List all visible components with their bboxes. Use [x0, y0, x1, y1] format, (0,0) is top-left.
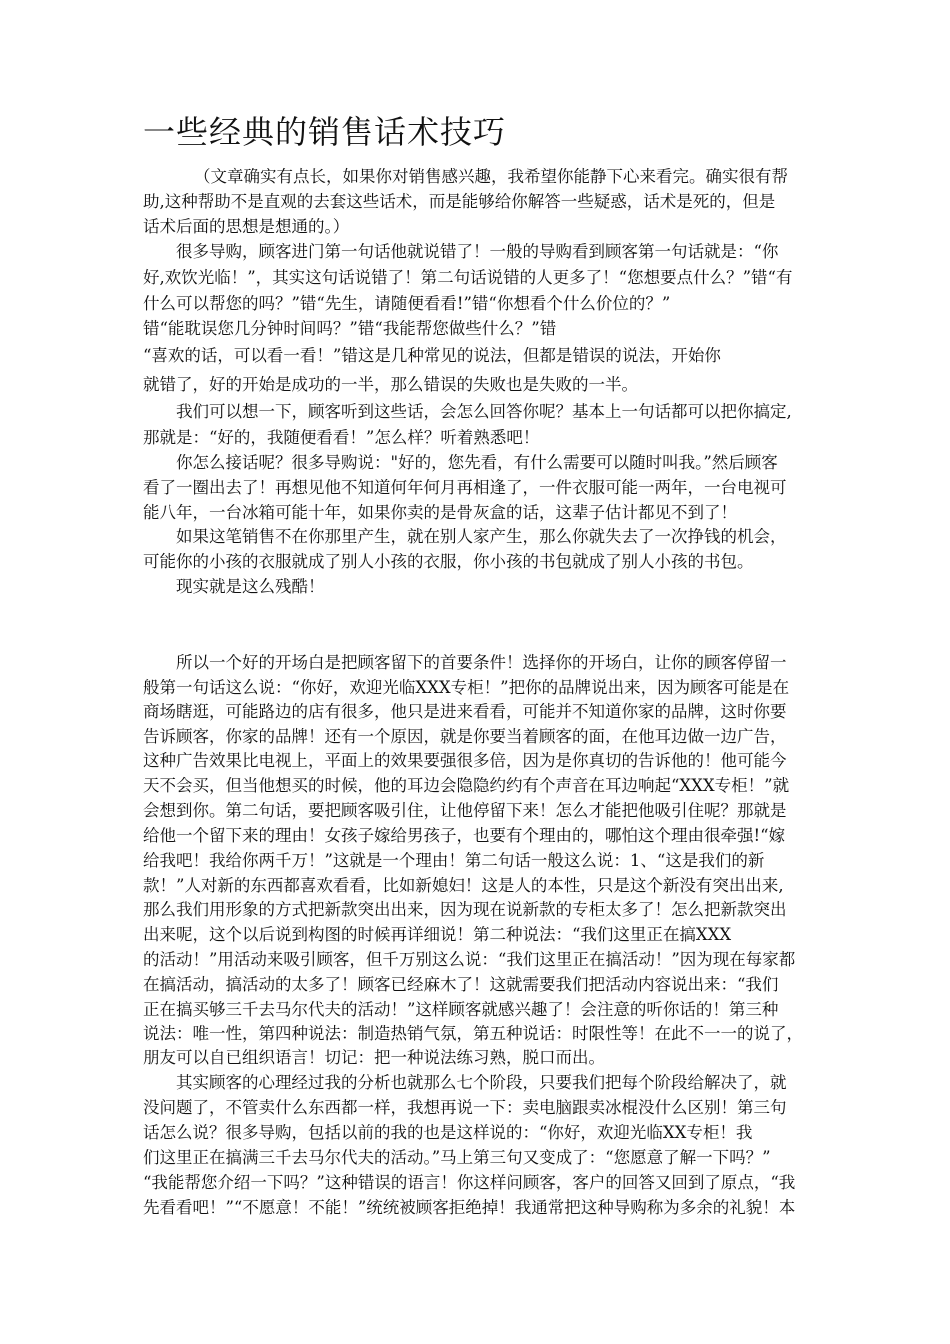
paragraph-line: 错“能耽误您几分钟时间吗？”错“我能帮您做些什么？”错	[143, 319, 557, 338]
paragraph-line: 天不会买，但当他想买的时候，他的耳边会隐隐约约有个声音在耳边响起“XXX专柜！”就	[143, 776, 790, 795]
paragraph-line: 助,这种帮助不是直观的去套这些话术，而是能够给你解答一些疑惑，话术是死的，但是	[143, 192, 776, 211]
paragraph-line: 你怎么接话呢？很多导购说："好的，您先看，有什么需要可以随时叫我。”然后顾客	[176, 453, 778, 472]
paragraph-line: 所以一个好的开场白是把顾客留下的首要条件！选择你的开场白，让你的顾客停留一	[176, 653, 787, 672]
paragraph-line: 那就是：“好的，我随便看看！”怎么样？听着熟悉吧！	[143, 428, 540, 447]
paragraph-line: 商场瞎逛，可能路边的店有很多，他只是进来看看，可能并不知道你家的品牌，这时你要	[143, 702, 787, 721]
paragraph-line: 能八年，一台冰箱可能十年，如果你卖的是骨灰盒的话，这辈子估计都见不到了！	[143, 503, 737, 522]
paragraph-line: 看了一圈出去了！再想见他不知道何年何月再相逢了，一件衣服可能一两年，一台电视可	[143, 478, 787, 497]
paragraph-line: 在搞活动，搞活动的太多了！顾客已经麻木了！这就需要我们把活动内容说出来：“我们	[143, 975, 779, 994]
paragraph-line: 正在搞买够三千去马尔代夫的活动！”这样顾客就感兴趣了！会注意的听你话的！第三种	[143, 1000, 779, 1019]
paragraph-line: 没问题了，不管卖什么东西都一样，我想再说一下：卖电脑跟卖冰棍没什么区别！第三句	[143, 1098, 787, 1117]
paragraph-line: 其实顾客的心理经过我的分析也就那么七个阶段，只要我们把每个阶段给解决了，就	[176, 1073, 787, 1092]
document-title: 一些经典的销售话术技巧	[143, 113, 507, 151]
paragraph-line: 就错了，好的开始是成功的一半，那么错误的失败也是失败的一半。	[143, 375, 638, 394]
paragraph-line: （文章确实有点长，如果你对销售感兴趣，我希望你能静下心来看完。确实很有帮	[194, 167, 788, 186]
paragraph-line: 出来呢，这个以后说到构图的时候再详细说！第二种说法：“我们这里正在搞XXX	[143, 925, 732, 944]
paragraph-line: 如果这笔销售不在你那里产生，就在别人家产生，那么你就失去了一次挣钱的机会，	[176, 527, 787, 546]
paragraph-line: 给他一个留下来的理由！女孩子嫁给男孩子，也要有个理由的，哪怕这个理由很牵强!“嫁	[143, 826, 786, 845]
paragraph-line: 朋友可以自已组织语言！切记：把一种说法练习熟，脱口而出。	[143, 1048, 605, 1067]
paragraph-line: 这种广告效果比电视上，平面上的效果要强很多倍，因为是你真切的告诉他的！他可能今	[143, 751, 787, 770]
paragraph-line: 们这里正在搞满三千去马尔代夫的活动。”马上第三句又变成了：“您愿意了解一下吗？”	[143, 1148, 771, 1167]
paragraph-line: 说法：唯一性，第四种说法：制造热销气氛，第五种说话：时限性等！在此不一一的说了，	[143, 1024, 803, 1043]
paragraph-line: 般第一句话这么说：“你好，欢迎光临XXX专柜！”把你的品牌说出来，因为顾客可能是在	[143, 678, 790, 697]
paragraph-line: 话怎么说？很多导购，包括以前的我的也是这样说的：“你好，欢迎光临XX专柜！我	[143, 1123, 753, 1142]
paragraph-line: 先看看吧！”“不愿意！不能！”统统被顾客拒绝掉！我通常把这种导购称为多余的礼貌！本	[143, 1198, 796, 1217]
paragraph-line: “喜欢的话，可以看一看！”错这是几种常见的说法，但都是错误的说法，开始你	[143, 346, 721, 365]
paragraph-line: 那么我们用形象的方式把新款突出出来，因为现在说新款的专柜太多了！怎么把新款突出	[143, 900, 787, 919]
paragraph-line: 的活动！”用活动来吸引顾客，但千万别这么说：“我们这里正在搞活动！”因为现在每家都	[143, 950, 796, 969]
paragraph-line: 话术后面的思想是想通的。）	[143, 217, 350, 236]
paragraph-line: 好,欢饮光临！”，其实这句话说错了！第二句话说错的人更多了！“您想要点什么？”错“有	[143, 268, 793, 287]
paragraph-line: 告诉顾客，你家的品牌！还有一个原因，就是你要当着顾客的面，在他耳边做一边广告，	[143, 727, 787, 746]
paragraph-line: 给我吧！我给你两千万！”这就是一个理由！第二句话一般这么说：1、“这是我们的新	[143, 851, 765, 870]
paragraph-line: 会想到你。第二句话，要把顾客吸引住，让他停留下来！怎么才能把他吸引住呢？那就是	[143, 801, 787, 820]
paragraph-line: 可能你的小孩的衣服就成了别人小孩的衣服，你小孩的书包就成了别人小孩的书包。	[143, 552, 754, 571]
paragraph-line: 什么可以帮您的吗？”错“先生，请随便看看!”错“你想看个什么价位的？”	[143, 294, 671, 313]
paragraph-line: “我能帮您介绍一下吗？”这种错误的语言！你这样问顾客，客户的回答又回到了原点，“我	[143, 1173, 796, 1192]
paragraph-line: 我们可以想一下，顾客听到这些话，会怎么回答你呢？基本上一句话都可以把你搞定,	[176, 402, 792, 421]
paragraph-line: 现实就是这么残酷！	[176, 577, 325, 596]
paragraph-line: 很多导购，顾客进门第一句话他就说错了！一般的导购看到顾客第一句话就是：“你	[176, 242, 779, 261]
paragraph-line: 款！”人对新的东西都喜欢看看，比如新媳妇！这是人的本性，只是这个新没有突出出来,	[143, 876, 784, 895]
